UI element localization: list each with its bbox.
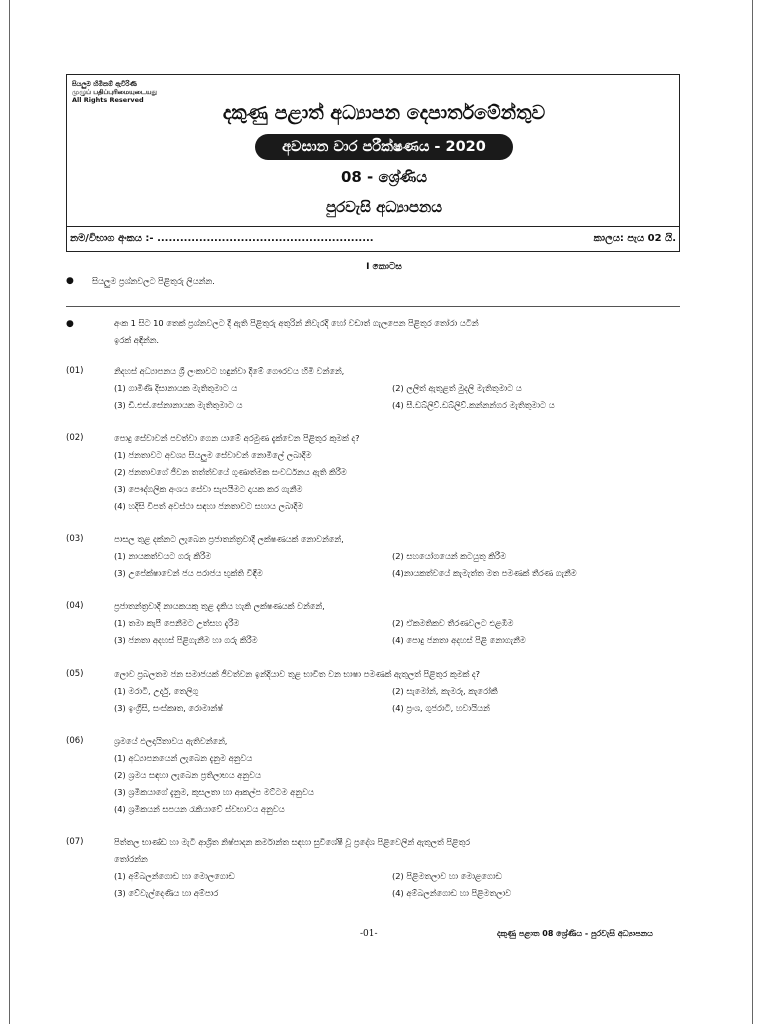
rights-tamil: முழுப் பதிப்புரிமையுடையது xyxy=(72,88,158,96)
instruction-divider xyxy=(66,306,680,307)
bullet-icon: ● xyxy=(66,319,74,329)
option-1[interactable]: (1) අම්බලන්ගොඩ හා මොලගොඩ xyxy=(114,871,235,881)
rights-reserved xyxy=(72,80,157,104)
question-text: පාසල තුළ දක්නට ලැබෙන ප්‍රජාතන්ත්‍රවාදී ලක්ෂණයක් නොවන්නේ, xyxy=(114,534,344,544)
question-2 xyxy=(66,430,686,515)
question-text-continued: තෝරන්න xyxy=(114,854,148,864)
option-3[interactable]: (3) ඩී.එස්.සේනානායක මැතිතුමාට ය xyxy=(114,400,243,410)
question-text: පොදු සේවාවන් පවත්වා ගෙන යාමේ අරමුණ දැක්වෙන පිළිතුර කුමක් ද? xyxy=(114,433,360,443)
question-text: ලොව ප්‍රබලතම ජන සමාජයක් ජීවත්වන ඉන්දියාව තුළ භාවිත වන භාෂා පමණක් ඇතුලත් පිළිතුර කුමක් ද? xyxy=(114,669,481,679)
question-6 xyxy=(66,733,686,818)
option-2[interactable]: (2) ඒකමතිකව තීරණවලට එළඹීම xyxy=(392,618,514,628)
name-index-field: නම/විභාග අංකය :- ......................................................... xyxy=(70,233,374,244)
question-5 xyxy=(66,666,686,718)
question-text: ශ්‍රමයේ ඵලදායිතාවය ඇතිවන්නේ, xyxy=(114,736,228,746)
header-divider xyxy=(66,226,680,227)
option-2[interactable]: (2) සැමෝන්, කැමරූ, කැරෝකී xyxy=(392,686,498,696)
question-number: (06) xyxy=(66,736,84,746)
bullet-icon: ● xyxy=(66,276,74,286)
instruction-1: සියලුම ප්‍රශ්නවලට පිළිතුරු ලියන්න. xyxy=(92,276,215,286)
option-2[interactable]: (2) සහයෝගයෙන් කටයුතු කිරීම xyxy=(392,551,506,561)
option-4[interactable]: (4) පොදු ජනතා අදහස් පිළි නොගැනීම xyxy=(392,635,526,645)
instruction-2-line-2: ඉරක් අඳින්න. xyxy=(114,335,160,345)
question-text: ප්‍රජාතන්ත්‍රවාදී නායකයකු තුළ දැකිය හැකි ලක්ෂණයක් වන්නේ, xyxy=(114,601,325,611)
department-title: දකුණු පළාත් අධ්‍යාපන දෙපාර්තමේන්තුව xyxy=(222,102,546,124)
option-3[interactable]: (3) ශ්‍රමිකයාගේ දැනුම, කුසලතා හා ආකල්ප මට්ටම අනුවය xyxy=(114,787,314,797)
option-1[interactable]: (1) අධ්‍යාපනයෙන් ලැබෙන දැනුම අනුවය xyxy=(114,753,253,763)
instruction-2-line-1: අංක 1 සිට 10 තෙක් ප්‍රශ්නවලට දී ඇති පිළිතුරු අතුරින් නිවැරදි හෝ වඩාත් ගැලපෙන පිළිතුර තෝරා යටින් xyxy=(114,318,479,328)
question-3 xyxy=(66,531,686,583)
option-1[interactable]: (1) ගාමිණී දිසානායක මැතිතුමාට ය xyxy=(114,383,238,393)
option-3[interactable]: (3) පෞද්ගලික අංශය සේවා සැපයීමට දායක කර ගැනීම xyxy=(114,484,303,494)
option-3[interactable]: (3) ජනතා අදහස් පිළිගැනීම හා ගරු කිරීම xyxy=(114,635,258,645)
rights-sinhala: සියලුම හිමිකම් ඇවිරිණි xyxy=(72,80,137,88)
time-label: කාලය: පැය 02 යි. xyxy=(593,233,676,244)
option-1[interactable]: (1) නායකත්වයට ගරු කිරීම xyxy=(114,551,212,561)
option-2[interactable]: (2) ජනතාවගේ ජීවන තත්ත්වයේ ගුණාත්මක සංවර්ධනය ඇති කිරීම xyxy=(114,467,347,477)
option-4[interactable]: (4)නායකත්වයේ කැමැත්ත මත පමණක් තීරණ ගැනීම xyxy=(392,568,577,578)
option-4[interactable]: (4) හදිසි විපත් අවස්ථා සඳහා ජනතාවට සහාය ලබාදීම xyxy=(114,501,304,511)
question-number: (04) xyxy=(66,601,84,611)
question-number: (03) xyxy=(66,534,84,544)
question-number: (05) xyxy=(66,669,84,679)
option-3[interactable]: (3) උපේක්ෂාවෙන් ජය පරාජය භුක්ති විඳීම xyxy=(114,568,263,578)
option-3[interactable]: (3) ඉංග්‍රීසි, සංස්කෘත, රොමාන්ෂ් xyxy=(114,703,223,713)
subject-title: පුරවැසි අධ්‍යාපනය xyxy=(325,198,443,216)
question-1 xyxy=(66,363,686,415)
question-number: (07) xyxy=(66,837,84,847)
grade-label: 08 - ශ්‍රේණිය xyxy=(340,168,428,186)
question-number: (01) xyxy=(66,366,84,376)
option-1[interactable]: (1) මරාටි, උර්දු, තෙලිගු xyxy=(114,686,199,696)
page-number: -01- xyxy=(360,929,378,939)
question-7 xyxy=(66,834,686,902)
option-1[interactable]: (1) තමා කැපී පෙනීමට උත්සහ දැරීම xyxy=(114,618,240,628)
question-number: (02) xyxy=(66,433,84,443)
option-2[interactable]: (2) ලලිත් ඇතුළත් මුදලි මැතිතුමාට ය xyxy=(392,383,522,393)
question-text: පිත්තල භාණ්ඩ හා මැටි ආශ්‍රිත නිෂ්පාදන කර්මාන්ත සඳහා සුවිශේෂී වූ ප්‍රදේශ පිළිවෙලින් ඇතුලත් පිළිතුර xyxy=(114,837,471,847)
option-4[interactable]: (4) සී.ඩබ්ලිව්.ඩබ්ලිව්.කන්නන්ගර මැතිතුමාට ය xyxy=(392,400,555,410)
option-2[interactable]: (2) පිළිමතලාව හා මොළගොඩ xyxy=(392,871,502,881)
option-4[interactable]: (4) ශ්‍රමිකයන් සපයන රැකියාවේ ස්වභාවය අනුවය xyxy=(114,804,285,814)
question-4 xyxy=(66,598,686,650)
option-4[interactable]: (4) ප්‍රංශ, ගුජරාටි, හවායියන් xyxy=(392,703,490,713)
question-text: නිදහස් අධ්‍යාපනය ශ්‍රී ලංකාවට හඳුන්වා දීමේ ගෞරවය හිමි වන්නේ, xyxy=(114,366,345,376)
rights-english: All Rights Reserved xyxy=(72,96,144,104)
section-title: I කොටස xyxy=(366,262,402,272)
option-3[interactable]: (3) වේවැල්දෙණිය හා අම්පාර xyxy=(114,888,219,898)
option-4[interactable]: (4) අම්බලන්ගොඩ හා පිළිමතලාව xyxy=(392,888,512,898)
exam-title: අවසාන වාර පරීක්ෂණය - 2020 xyxy=(255,134,513,160)
footer-title: දකුණු පළාත 08 ශ්‍රේණිය - පුරවැසි අධ්‍යාපනය xyxy=(497,929,653,938)
option-1[interactable]: (1) ජනතාවට අවශ්‍ය සියලුම සේවාවන් නොමිලේ ලබාදීම xyxy=(114,450,312,460)
option-2[interactable]: (2) ශ්‍රමය සඳහා ලැබෙන ප්‍රතිලාභය අනුවය xyxy=(114,770,261,780)
